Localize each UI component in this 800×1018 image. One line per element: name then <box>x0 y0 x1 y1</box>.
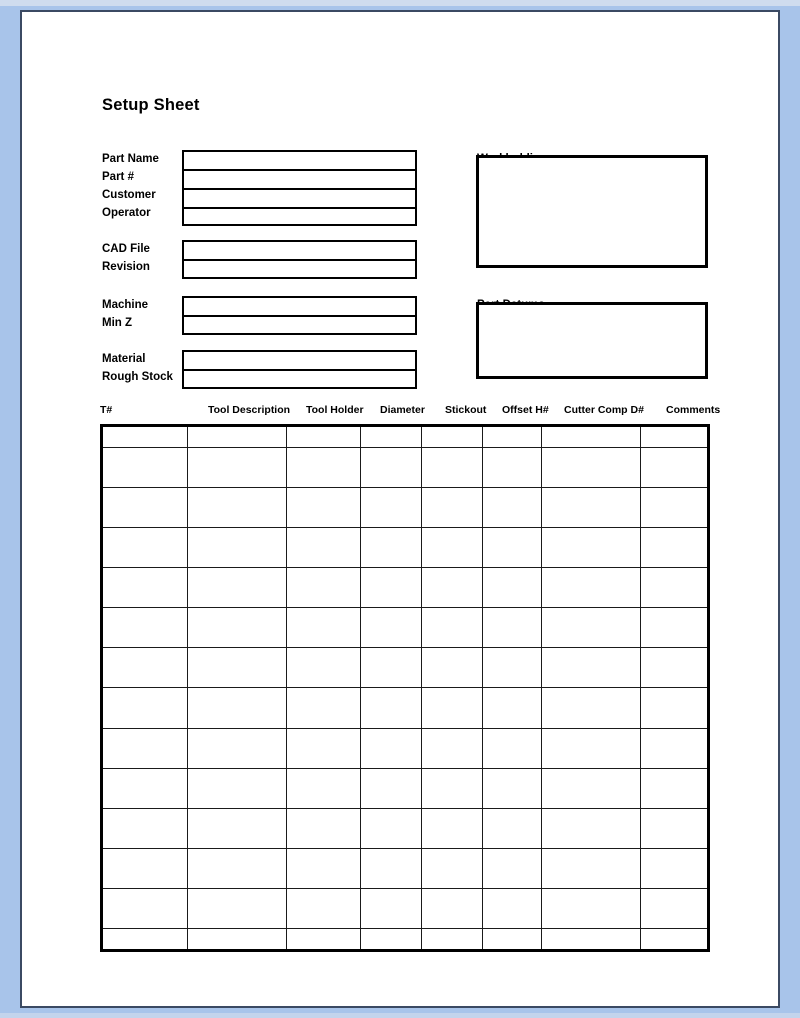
table-cell[interactable] <box>421 848 482 888</box>
table-cell[interactable] <box>187 527 286 567</box>
table-cell[interactable] <box>103 527 187 567</box>
frame-highlight-top <box>0 0 800 6</box>
table-cell[interactable] <box>360 447 421 487</box>
table-cell[interactable] <box>482 447 541 487</box>
table-cell[interactable] <box>103 567 187 607</box>
table-cell[interactable] <box>640 427 707 447</box>
label-operator: Operator <box>102 207 151 219</box>
table-cell[interactable] <box>421 929 482 949</box>
table-cell[interactable] <box>360 427 421 447</box>
table-cell[interactable] <box>482 808 541 848</box>
col-header-offset-h: Offset H# <box>502 404 549 416</box>
table-cell[interactable] <box>103 808 187 848</box>
table-row <box>103 768 707 808</box>
table-cell[interactable] <box>187 848 286 888</box>
fieldgroup-cad-info <box>182 240 417 279</box>
table-cell[interactable] <box>103 688 187 728</box>
table-cell[interactable] <box>286 447 360 487</box>
input-rough-stock[interactable] <box>184 371 415 389</box>
table-cell[interactable] <box>187 567 286 607</box>
input-machine[interactable] <box>184 298 415 317</box>
table-cell[interactable] <box>482 688 541 728</box>
table-cell[interactable] <box>187 889 286 929</box>
table-row <box>103 567 707 607</box>
table-cell[interactable] <box>360 848 421 888</box>
table-cell[interactable] <box>360 527 421 567</box>
setup-sheet-page <box>22 12 778 1006</box>
label-rough-stock: Rough Stock <box>102 371 173 383</box>
input-part-number[interactable] <box>184 171 415 190</box>
table-cell[interactable] <box>103 427 187 447</box>
table-cell[interactable] <box>103 728 187 768</box>
table-cell[interactable] <box>360 487 421 527</box>
table-cell[interactable] <box>187 427 286 447</box>
table-row <box>103 848 707 888</box>
table-cell[interactable] <box>541 688 640 728</box>
table-cell[interactable] <box>103 929 187 949</box>
table-cell[interactable] <box>640 929 707 949</box>
table-cell[interactable] <box>360 608 421 648</box>
table-cell[interactable] <box>103 768 187 808</box>
table-cell[interactable] <box>541 567 640 607</box>
input-part-datums[interactable] <box>476 302 708 379</box>
table-cell[interactable] <box>360 567 421 607</box>
table-cell[interactable] <box>482 567 541 607</box>
table-cell[interactable] <box>286 427 360 447</box>
table-cell[interactable] <box>482 728 541 768</box>
table-cell[interactable] <box>482 527 541 567</box>
table-cell[interactable] <box>360 889 421 929</box>
table-cell[interactable] <box>541 648 640 688</box>
table-row <box>103 608 707 648</box>
input-min-z[interactable] <box>184 317 415 335</box>
table-cell[interactable] <box>360 688 421 728</box>
label-min-z: Min Z <box>102 317 133 329</box>
table-cell[interactable] <box>187 608 286 648</box>
col-header-stickout: Stickout <box>445 404 487 416</box>
table-cell[interactable] <box>187 768 286 808</box>
table-cell[interactable] <box>103 848 187 888</box>
table-cell[interactable] <box>360 808 421 848</box>
table-cell[interactable] <box>541 848 640 888</box>
table-cell[interactable] <box>482 427 541 447</box>
table-cell[interactable] <box>640 768 707 808</box>
frame-highlight-bottom <box>0 1013 800 1018</box>
table-row <box>103 527 707 567</box>
table-cell[interactable] <box>421 567 482 607</box>
table-cell[interactable] <box>103 889 187 929</box>
table-cell[interactable] <box>541 768 640 808</box>
table-cell[interactable] <box>482 487 541 527</box>
tool-table-header-row <box>100 404 721 422</box>
table-cell[interactable] <box>421 768 482 808</box>
table-cell[interactable] <box>103 648 187 688</box>
table-cell[interactable] <box>541 487 640 527</box>
col-header-tool-holder: Tool Holder <box>306 404 364 416</box>
table-row <box>103 427 707 447</box>
table-cell[interactable] <box>286 768 360 808</box>
table-cell[interactable] <box>421 608 482 648</box>
label-cad-file: CAD File <box>102 243 150 255</box>
table-cell[interactable] <box>421 728 482 768</box>
table-row <box>103 728 707 768</box>
table-cell[interactable] <box>482 648 541 688</box>
table-row <box>103 929 707 949</box>
table-cell[interactable] <box>286 688 360 728</box>
table-cell[interactable] <box>640 447 707 487</box>
table-cell[interactable] <box>103 447 187 487</box>
table-cell[interactable] <box>187 447 286 487</box>
label-part-name: Part Name <box>102 153 159 165</box>
table-cell[interactable] <box>421 889 482 929</box>
col-header-tool-number: T# <box>100 404 113 416</box>
table-cell[interactable] <box>482 848 541 888</box>
label-revision: Revision <box>102 261 150 273</box>
table-cell[interactable] <box>541 527 640 567</box>
table-cell[interactable] <box>187 648 286 688</box>
table-cell[interactable] <box>640 848 707 888</box>
page-title: Setup Sheet <box>102 96 200 114</box>
table-cell[interactable] <box>421 447 482 487</box>
table-cell[interactable] <box>421 427 482 447</box>
table-cell[interactable] <box>640 487 707 527</box>
table-cell[interactable] <box>541 608 640 648</box>
table-cell[interactable] <box>286 608 360 648</box>
table-cell[interactable] <box>640 527 707 567</box>
label-material: Material <box>102 353 146 365</box>
col-header-comments: Comments <box>666 404 721 416</box>
table-cell[interactable] <box>640 808 707 848</box>
table-row <box>103 447 707 487</box>
table-cell[interactable] <box>640 889 707 929</box>
label-part-number: Part # <box>102 171 134 183</box>
table-cell[interactable] <box>541 929 640 949</box>
table-cell[interactable] <box>421 487 482 527</box>
col-header-tool-description: Tool Description <box>208 404 291 416</box>
table-row <box>103 808 707 848</box>
input-revision[interactable] <box>184 261 415 279</box>
table-cell[interactable] <box>482 608 541 648</box>
table-cell[interactable] <box>286 929 360 949</box>
table-cell[interactable] <box>187 487 286 527</box>
table-cell[interactable] <box>640 728 707 768</box>
table-cell[interactable] <box>360 728 421 768</box>
table-cell[interactable] <box>187 808 286 848</box>
table-cell[interactable] <box>286 567 360 607</box>
table-cell[interactable] <box>640 608 707 648</box>
table-cell[interactable] <box>640 688 707 728</box>
input-customer[interactable] <box>184 190 415 209</box>
input-part-name[interactable] <box>184 152 415 171</box>
label-machine: Machine <box>102 299 149 311</box>
tool-table <box>100 424 710 952</box>
table-cell[interactable] <box>640 567 707 607</box>
input-material[interactable] <box>184 352 415 371</box>
table-row <box>103 648 707 688</box>
tool-table-grid <box>103 427 707 949</box>
table-cell[interactable] <box>640 648 707 688</box>
table-cell[interactable] <box>421 808 482 848</box>
table-cell[interactable] <box>187 929 286 949</box>
col-header-diameter: Diameter <box>380 404 425 416</box>
table-cell[interactable] <box>286 527 360 567</box>
fieldgroup-material-info <box>182 350 417 389</box>
table-cell[interactable] <box>541 728 640 768</box>
label-customer: Customer <box>102 189 156 201</box>
table-cell[interactable] <box>286 848 360 888</box>
table-cell[interactable] <box>541 808 640 848</box>
fieldgroup-part-info <box>182 150 417 226</box>
table-cell[interactable] <box>482 768 541 808</box>
table-cell[interactable] <box>541 447 640 487</box>
table-cell[interactable] <box>286 648 360 688</box>
table-cell[interactable] <box>103 487 187 527</box>
table-cell[interactable] <box>187 728 286 768</box>
table-cell[interactable] <box>286 728 360 768</box>
table-cell[interactable] <box>103 608 187 648</box>
input-operator[interactable] <box>184 209 415 228</box>
table-cell[interactable] <box>360 929 421 949</box>
table-cell[interactable] <box>482 889 541 929</box>
table-row <box>103 487 707 527</box>
table-cell[interactable] <box>286 889 360 929</box>
table-cell[interactable] <box>541 889 640 929</box>
input-cad-file[interactable] <box>184 242 415 261</box>
table-cell[interactable] <box>541 427 640 447</box>
table-cell[interactable] <box>482 929 541 949</box>
col-header-cutter-comp-d: Cutter Comp D# <box>564 404 644 416</box>
table-cell[interactable] <box>421 527 482 567</box>
table-cell[interactable] <box>421 688 482 728</box>
table-row <box>103 889 707 929</box>
table-cell[interactable] <box>360 648 421 688</box>
table-cell[interactable] <box>286 808 360 848</box>
table-cell[interactable] <box>421 648 482 688</box>
table-cell[interactable] <box>187 688 286 728</box>
fieldgroup-machine-info <box>182 296 417 335</box>
table-row <box>103 688 707 728</box>
table-cell[interactable] <box>360 768 421 808</box>
table-cell[interactable] <box>286 487 360 527</box>
input-workholding[interactable] <box>476 155 708 268</box>
